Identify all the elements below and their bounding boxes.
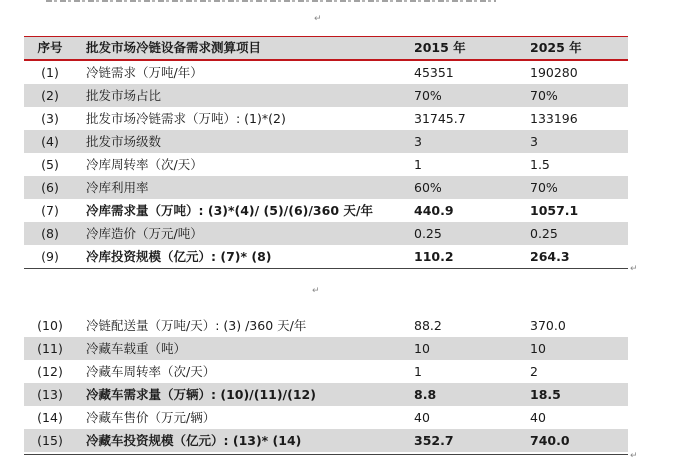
row-item: 冷藏车周转率（次/天）: [86, 364, 216, 379]
row-seq: (2): [41, 88, 59, 103]
row-item: 冷库周转率（次/天）: [86, 157, 203, 172]
table-row: [24, 406, 628, 429]
row-seq: (10): [37, 318, 63, 333]
table1-header: [24, 37, 628, 59]
table-row: [24, 383, 628, 406]
row-seq: (5): [41, 157, 59, 172]
table-row: [24, 337, 628, 360]
row-item: 冷藏车载重（吨）: [86, 341, 187, 356]
row-value-2015: 10: [414, 341, 430, 356]
table-row: [24, 130, 628, 153]
table-row: [24, 61, 628, 84]
row-value-2015: 352.7: [414, 433, 454, 448]
row-item: 冷库利用率: [86, 180, 149, 195]
table-row: [24, 245, 628, 268]
header-seq: 序号: [37, 40, 63, 55]
row-item: 冷库需求量（万吨）: (3)*(4)/ (5)/(6)/360 天/年: [86, 203, 373, 218]
row-item: 批发市场占比: [86, 88, 162, 103]
table1-body: [24, 61, 628, 268]
paragraph-mark: ↵: [630, 451, 638, 461]
row-seq: (8): [41, 226, 59, 241]
row-seq: (13): [37, 387, 63, 402]
row-item: 冷链需求（万吨/年）: [86, 65, 203, 80]
row-value-2025: 2: [530, 364, 538, 379]
header-2015: 2015 年: [414, 40, 466, 55]
row-value-2015: 1: [414, 157, 422, 172]
row-value-2015: 440.9: [414, 203, 454, 218]
table-row: [24, 222, 628, 245]
row-value-2025: 0.25: [530, 226, 558, 241]
row-value-2025: 3: [530, 134, 538, 149]
table-row: [24, 176, 628, 199]
row-value-2015: 40: [414, 410, 430, 425]
table2-body: [24, 314, 628, 452]
row-seq: (1): [41, 65, 59, 80]
row-seq: (3): [41, 111, 59, 126]
table-row: [24, 199, 628, 222]
row-value-2025: 370.0: [530, 318, 566, 333]
row-seq: (7): [41, 203, 59, 218]
row-value-2015: 88.2: [414, 318, 442, 333]
row-item: 冷库投资规模（亿元）: (7)* (8): [86, 249, 272, 264]
row-item: 冷藏车投资规模（亿元）: (13)* (14): [86, 433, 302, 448]
row-seq: (9): [41, 249, 59, 264]
table-row: [24, 107, 628, 130]
row-seq: (6): [41, 180, 59, 195]
row-value-2015: 0.25: [414, 226, 442, 241]
table-row: [24, 84, 628, 107]
row-seq: (14): [37, 410, 63, 425]
row-value-2025: 740.0: [530, 433, 570, 448]
table2-bottom-rule: [24, 454, 628, 455]
table-row: [24, 360, 628, 383]
row-value-2025: 10: [530, 341, 546, 356]
row-value-2025: 40: [530, 410, 546, 425]
row-value-2025: 70%: [530, 180, 558, 195]
table-row: [24, 153, 628, 176]
paragraph-mark: ↵: [314, 14, 322, 24]
paragraph-mark: ↵: [312, 286, 320, 296]
cropped-text-fragment: [46, 0, 496, 2]
header-item: 批发市场冷链设备需求测算项目: [86, 40, 262, 55]
row-value-2025: 133196: [530, 111, 578, 126]
row-value-2015: 31745.7: [414, 111, 466, 126]
row-value-2025: 190280: [530, 65, 578, 80]
paragraph-mark: ↵: [630, 264, 638, 274]
header-2025: 2025 年: [530, 40, 582, 55]
row-value-2015: 3: [414, 134, 422, 149]
row-value-2025: 1.5: [530, 157, 550, 172]
row-value-2015: 60%: [414, 180, 442, 195]
row-value-2015: 1: [414, 364, 422, 379]
row-value-2015: 70%: [414, 88, 442, 103]
row-seq: (15): [37, 433, 63, 448]
row-value-2025: 18.5: [530, 387, 561, 402]
row-seq: (4): [41, 134, 59, 149]
row-value-2015: 45351: [414, 65, 454, 80]
table-row: [24, 429, 628, 452]
row-value-2015: 8.8: [414, 387, 437, 402]
table1-bottom-rule: [24, 268, 628, 269]
row-seq: (12): [37, 364, 63, 379]
row-value-2025: 264.3: [530, 249, 570, 264]
row-item: 冷链配送量（万吨/天）: (3) /360 天/年: [86, 318, 307, 333]
row-seq: (11): [37, 341, 63, 356]
row-item: 批发市场级数: [86, 134, 162, 149]
row-item: 批发市场冷链需求（万吨）: (1)*(2): [86, 111, 286, 126]
table-row: [24, 314, 628, 337]
row-item: 冷藏车售价（万元/辆）: [86, 410, 216, 425]
row-item: 冷库造价（万元/吨）: [86, 226, 203, 241]
row-value-2015: 110.2: [414, 249, 454, 264]
row-value-2025: 70%: [530, 88, 558, 103]
row-value-2025: 1057.1: [530, 203, 579, 218]
row-item: 冷藏车需求量（万辆）: (10)/(11)/(12): [86, 387, 316, 402]
